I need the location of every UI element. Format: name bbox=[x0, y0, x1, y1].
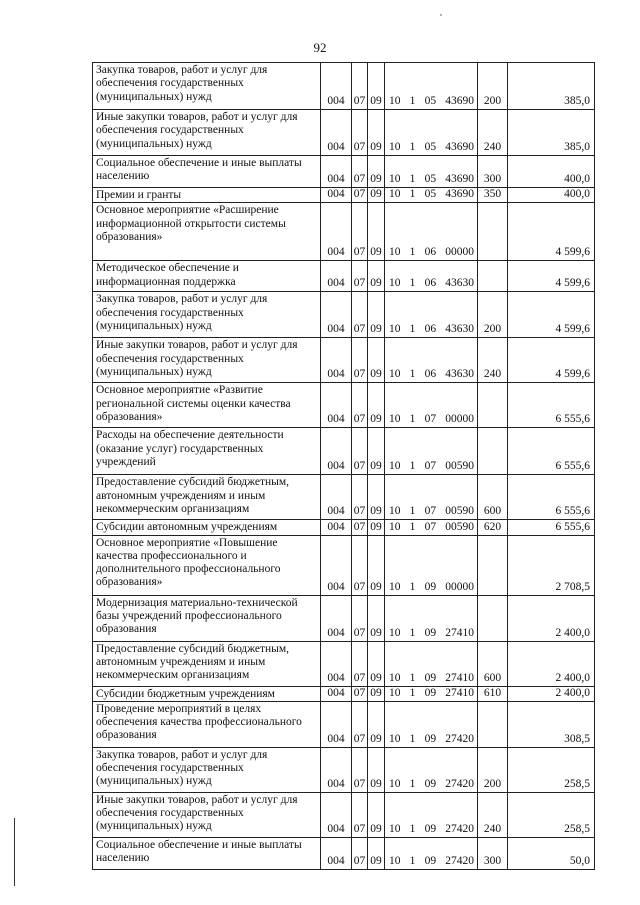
ministry-code: 004 bbox=[321, 747, 352, 792]
subsection-code: 09 bbox=[368, 261, 385, 292]
target-code-direction: 00590 bbox=[445, 505, 474, 518]
target-code-direction: 00590 bbox=[445, 460, 474, 473]
target-article-parts bbox=[385, 627, 477, 640]
target-code-sub: 1 bbox=[409, 671, 416, 684]
ministry-code: 004 bbox=[321, 261, 352, 292]
expense-type-code: 240 bbox=[478, 338, 508, 383]
table-row bbox=[93, 701, 595, 747]
expense-type-code: 240 bbox=[478, 792, 508, 837]
ministry-code: 004 bbox=[321, 595, 352, 641]
target-article-code bbox=[385, 188, 478, 203]
target-article-parts bbox=[385, 95, 477, 108]
ministry-code: 004 bbox=[321, 535, 352, 595]
target-article-parts bbox=[385, 687, 477, 700]
target-code-prog: 10 bbox=[389, 173, 401, 185]
target-article-parts bbox=[385, 173, 477, 186]
target-code-event: 06 bbox=[424, 323, 437, 336]
target-article-code bbox=[385, 383, 478, 428]
target-code-prog: 10 bbox=[389, 246, 401, 259]
subsection-code: 09 bbox=[368, 535, 385, 595]
expense-type-code: 350 bbox=[478, 188, 508, 203]
expense-type-code bbox=[478, 701, 508, 747]
target-article-parts bbox=[385, 277, 477, 290]
target-article-parts bbox=[385, 246, 477, 259]
target-code-direction: 43690 bbox=[445, 173, 474, 185]
target-code-sub: 1 bbox=[409, 188, 416, 201]
target-code-event: 09 bbox=[424, 626, 437, 639]
amount: 6 555,6 bbox=[508, 383, 595, 428]
expense-type-code bbox=[478, 535, 508, 595]
target-article-parts bbox=[385, 188, 477, 201]
ministry-code: 004 bbox=[321, 203, 352, 261]
subsection-code: 09 bbox=[368, 428, 385, 475]
row-description: Закупка товаров, работ и услуг для обеспечения государственных (муниципальных) нужд bbox=[93, 292, 321, 338]
section-code: 07 bbox=[352, 203, 368, 261]
subsection-code: 09 bbox=[368, 203, 385, 261]
ministry-code: 004 bbox=[321, 63, 352, 110]
target-code-event: 06 bbox=[424, 368, 437, 381]
target-code-direction: 27410 bbox=[445, 686, 474, 699]
table-row bbox=[93, 110, 595, 156]
target-code-prog: 10 bbox=[389, 95, 401, 107]
target-code-prog: 10 bbox=[389, 777, 401, 790]
row-description: Основное мероприятие «Развитие региональной системы оценки качества образования» bbox=[93, 383, 321, 428]
amount: 4 599,6 bbox=[508, 203, 595, 261]
section-code: 07 bbox=[352, 686, 368, 701]
expense-type-code bbox=[478, 428, 508, 475]
ministry-code: 004 bbox=[321, 383, 352, 428]
amount: 2 400,0 bbox=[508, 595, 595, 641]
ministry-code: 004 bbox=[321, 188, 352, 203]
target-code-prog: 10 bbox=[389, 671, 401, 684]
target-code-prog: 10 bbox=[389, 686, 401, 699]
ministry-code: 004 bbox=[321, 837, 352, 869]
target-code-prog: 10 bbox=[389, 188, 401, 201]
target-code-prog: 10 bbox=[389, 141, 401, 153]
section-code: 07 bbox=[352, 383, 368, 428]
target-code-direction: 43690 bbox=[445, 95, 474, 107]
table-row bbox=[93, 520, 595, 535]
target-code-direction: 43690 bbox=[445, 188, 474, 201]
target-article-code bbox=[385, 837, 478, 869]
expense-type-code bbox=[478, 595, 508, 641]
expense-type-code bbox=[478, 383, 508, 428]
target-article-code bbox=[385, 701, 478, 747]
amount: 6 555,6 bbox=[508, 475, 595, 520]
target-article-parts bbox=[385, 521, 477, 534]
target-article-code bbox=[385, 641, 478, 686]
table-row bbox=[93, 292, 595, 338]
row-description: Премии и гранты bbox=[93, 188, 321, 203]
target-article-parts bbox=[385, 855, 477, 868]
section-code: 07 bbox=[352, 110, 368, 156]
subsection-code: 09 bbox=[368, 188, 385, 203]
target-code-prog: 10 bbox=[389, 323, 401, 336]
ministry-code: 004 bbox=[321, 520, 352, 535]
table-row bbox=[93, 595, 595, 641]
amount: 258,5 bbox=[508, 747, 595, 792]
amount: 6 555,6 bbox=[508, 428, 595, 475]
ministry-code: 004 bbox=[321, 156, 352, 188]
target-code-prog: 10 bbox=[389, 732, 401, 745]
target-article-parts bbox=[385, 778, 477, 791]
amount: 400,0 bbox=[508, 188, 595, 203]
amount: 400,0 bbox=[508, 156, 595, 188]
target-code-sub: 1 bbox=[409, 732, 416, 745]
target-code-event: 05 bbox=[424, 141, 437, 153]
target-code-sub: 1 bbox=[409, 854, 416, 867]
row-description: Субсидии бюджетным учреждениям bbox=[93, 686, 321, 701]
target-article-code bbox=[385, 792, 478, 837]
target-code-direction: 00000 bbox=[445, 246, 474, 259]
subsection-code: 09 bbox=[368, 63, 385, 110]
section-code: 07 bbox=[352, 338, 368, 383]
target-code-event: 06 bbox=[424, 277, 437, 290]
row-description: Основное мероприятие «Расширение информационной открытости системы образования» bbox=[93, 203, 321, 261]
amount: 4 599,6 bbox=[508, 261, 595, 292]
target-code-sub: 1 bbox=[409, 141, 416, 153]
section-code: 07 bbox=[352, 428, 368, 475]
target-article-code bbox=[385, 428, 478, 475]
target-code-sub: 1 bbox=[409, 323, 416, 336]
amount: 2 708,5 bbox=[508, 535, 595, 595]
scan-artifact-line bbox=[14, 818, 15, 886]
target-article-parts bbox=[385, 672, 477, 685]
target-article-code bbox=[385, 595, 478, 641]
ministry-code: 004 bbox=[321, 701, 352, 747]
table-row bbox=[93, 535, 595, 595]
target-code-direction: 27420 bbox=[445, 822, 474, 835]
ministry-code: 004 bbox=[321, 686, 352, 701]
target-article-parts bbox=[385, 581, 477, 594]
row-description: Социальное обеспечение и иные выплаты населению bbox=[93, 156, 321, 188]
target-code-event: 07 bbox=[424, 520, 437, 533]
target-article-code bbox=[385, 63, 478, 110]
target-article-parts bbox=[385, 505, 477, 518]
target-code-event: 07 bbox=[424, 460, 437, 473]
section-code: 07 bbox=[352, 837, 368, 869]
amount: 6 555,6 bbox=[508, 520, 595, 535]
target-code-event: 09 bbox=[424, 671, 437, 684]
section-code: 07 bbox=[352, 701, 368, 747]
target-code-direction: 27420 bbox=[445, 732, 474, 745]
target-article-parts bbox=[385, 141, 477, 154]
target-code-sub: 1 bbox=[409, 95, 416, 107]
table-row bbox=[93, 475, 595, 520]
ministry-code: 004 bbox=[321, 428, 352, 475]
target-code-direction: 00000 bbox=[445, 580, 474, 593]
table-row bbox=[93, 203, 595, 261]
target-code-event: 07 bbox=[424, 505, 437, 518]
target-article-code bbox=[385, 203, 478, 261]
subsection-code: 09 bbox=[368, 520, 385, 535]
target-code-prog: 10 bbox=[389, 460, 401, 473]
page-number: 92 bbox=[313, 40, 327, 55]
subsection-code: 09 bbox=[368, 837, 385, 869]
table-row bbox=[93, 792, 595, 837]
table-row bbox=[93, 63, 595, 110]
target-code-prog: 10 bbox=[389, 822, 401, 835]
table-row bbox=[93, 837, 595, 869]
target-code-direction: 27410 bbox=[445, 671, 474, 684]
subsection-code: 09 bbox=[368, 338, 385, 383]
target-code-event: 09 bbox=[424, 580, 437, 593]
target-code-sub: 1 bbox=[409, 626, 416, 639]
target-code-event: 05 bbox=[424, 95, 437, 107]
expense-type-code: 200 bbox=[478, 292, 508, 338]
section-code: 07 bbox=[352, 261, 368, 292]
row-description: Субсидии автономным учреждениям bbox=[93, 520, 321, 535]
table-row bbox=[93, 686, 595, 701]
subsection-code: 09 bbox=[368, 792, 385, 837]
table-row bbox=[93, 188, 595, 203]
target-code-direction: 27410 bbox=[445, 626, 474, 639]
target-code-sub: 1 bbox=[409, 505, 416, 518]
ministry-code: 004 bbox=[321, 110, 352, 156]
ministry-code: 004 bbox=[321, 338, 352, 383]
amount: 385,0 bbox=[508, 63, 595, 110]
target-code-sub: 1 bbox=[409, 368, 416, 381]
subsection-code: 09 bbox=[368, 747, 385, 792]
section-code: 07 bbox=[352, 156, 368, 188]
section-code: 07 bbox=[352, 292, 368, 338]
amount: 2 400,0 bbox=[508, 686, 595, 701]
target-code-direction: 00590 bbox=[445, 520, 474, 533]
row-description: Иные закупки товаров, работ и услуг для обеспечения государственных (муниципальных) нужд bbox=[93, 338, 321, 383]
target-code-prog: 10 bbox=[389, 626, 401, 639]
budget-table bbox=[92, 62, 595, 870]
target-code-event: 09 bbox=[424, 822, 437, 835]
subsection-code: 09 bbox=[368, 110, 385, 156]
target-code-prog: 10 bbox=[389, 413, 401, 426]
target-code-event: 05 bbox=[424, 173, 437, 185]
row-description: Иные закупки товаров, работ и услуг для обеспечения государственных (муниципальных) нужд bbox=[93, 792, 321, 837]
ministry-code: 004 bbox=[321, 641, 352, 686]
expense-type-code: 300 bbox=[478, 156, 508, 188]
target-code-sub: 1 bbox=[409, 822, 416, 835]
target-code-sub: 1 bbox=[409, 520, 416, 533]
target-article-parts bbox=[385, 368, 477, 381]
target-code-direction: 27420 bbox=[445, 777, 474, 790]
table-row bbox=[93, 261, 595, 292]
target-article-code bbox=[385, 520, 478, 535]
row-description: Методическое обеспечение и информационная поддержка bbox=[93, 261, 321, 292]
target-code-direction: 00000 bbox=[445, 413, 474, 426]
expense-type-code: 300 bbox=[478, 837, 508, 869]
target-code-sub: 1 bbox=[409, 277, 416, 290]
target-code-sub: 1 bbox=[409, 173, 416, 185]
expense-type-code: 600 bbox=[478, 641, 508, 686]
target-article-code bbox=[385, 292, 478, 338]
target-code-event: 05 bbox=[424, 188, 437, 201]
section-code: 07 bbox=[352, 475, 368, 520]
target-article-code bbox=[385, 475, 478, 520]
row-description: Проведение мероприятий в целях обеспечения качества профессионального образования bbox=[93, 701, 321, 747]
expense-type-code: 610 bbox=[478, 686, 508, 701]
target-code-event: 09 bbox=[424, 854, 437, 867]
section-code: 07 bbox=[352, 641, 368, 686]
target-code-direction: 27420 bbox=[445, 854, 474, 867]
section-code: 07 bbox=[352, 188, 368, 203]
amount: 50,0 bbox=[508, 837, 595, 869]
target-code-event: 09 bbox=[424, 732, 437, 745]
target-article-code bbox=[385, 747, 478, 792]
section-code: 07 bbox=[352, 535, 368, 595]
expense-type-code bbox=[478, 203, 508, 261]
target-article-parts bbox=[385, 823, 477, 836]
target-code-prog: 10 bbox=[389, 520, 401, 533]
row-description: Расходы на обеспечение деятельности (оказание услуг) государственных учреждений bbox=[93, 428, 321, 475]
amount: 308,5 bbox=[508, 701, 595, 747]
section-code: 07 bbox=[352, 792, 368, 837]
section-code: 07 bbox=[352, 520, 368, 535]
table-row bbox=[93, 641, 595, 686]
row-description: Иные закупки товаров, работ и услуг для обеспечения государственных (муниципальных) нужд bbox=[93, 110, 321, 156]
amount: 4 599,6 bbox=[508, 338, 595, 383]
subsection-code: 09 bbox=[368, 595, 385, 641]
target-article-parts bbox=[385, 460, 477, 473]
section-code: 07 bbox=[352, 747, 368, 792]
target-code-sub: 1 bbox=[409, 580, 416, 593]
budget-table-container bbox=[92, 62, 595, 870]
target-code-prog: 10 bbox=[389, 505, 401, 518]
amount: 2 400,0 bbox=[508, 641, 595, 686]
amount: 4 599,6 bbox=[508, 292, 595, 338]
target-code-prog: 10 bbox=[389, 368, 401, 381]
target-code-sub: 1 bbox=[409, 413, 416, 426]
table-row bbox=[93, 338, 595, 383]
target-code-prog: 10 bbox=[389, 580, 401, 593]
table-row bbox=[93, 747, 595, 792]
row-description: Закупка товаров, работ и услуг для обеспечения государственных (муниципальных) нужд bbox=[93, 747, 321, 792]
row-description: Предоставление субсидий бюджетным, автономным учреждениям и иным некоммерческим организациям bbox=[93, 641, 321, 686]
target-article-parts bbox=[385, 413, 477, 426]
expense-type-code: 240 bbox=[478, 110, 508, 156]
row-description: Основное мероприятие «Повышение качества профессионального и дополнительного профессионального образования» bbox=[93, 535, 321, 595]
ministry-code: 004 bbox=[321, 292, 352, 338]
row-description: Предоставление субсидий бюджетным, автономным учреждениям и иным некоммерческим организациям bbox=[93, 475, 321, 520]
expense-type-code: 200 bbox=[478, 747, 508, 792]
target-code-direction: 43630 bbox=[445, 277, 474, 290]
target-article-code bbox=[385, 535, 478, 595]
amount: 385,0 bbox=[508, 110, 595, 156]
section-code: 07 bbox=[352, 595, 368, 641]
target-code-direction: 43630 bbox=[445, 368, 474, 381]
target-article-code bbox=[385, 261, 478, 292]
row-description: Закупка товаров, работ и услуг для обеспечения государственных (муниципальных) нужд bbox=[93, 63, 321, 110]
subsection-code: 09 bbox=[368, 641, 385, 686]
row-description: Социальное обеспечение и иные выплаты населению bbox=[93, 837, 321, 869]
target-code-sub: 1 bbox=[409, 460, 416, 473]
target-article-code bbox=[385, 686, 478, 701]
subsection-code: 09 bbox=[368, 156, 385, 188]
section-code: 07 bbox=[352, 63, 368, 110]
row-description: Модернизация материально-технической базы учреждений профессионального образования bbox=[93, 595, 321, 641]
ministry-code: 004 bbox=[321, 792, 352, 837]
table-row bbox=[93, 428, 595, 475]
target-code-event: 09 bbox=[424, 777, 437, 790]
table-row bbox=[93, 156, 595, 188]
target-code-event: 06 bbox=[424, 246, 437, 259]
target-code-sub: 1 bbox=[409, 777, 416, 790]
target-article-code bbox=[385, 110, 478, 156]
expense-type-code: 600 bbox=[478, 475, 508, 520]
target-code-event: 07 bbox=[424, 413, 437, 426]
amount: 258,5 bbox=[508, 792, 595, 837]
subsection-code: 09 bbox=[368, 686, 385, 701]
expense-type-code: 620 bbox=[478, 520, 508, 535]
budget-table-body bbox=[93, 63, 595, 870]
subsection-code: 09 bbox=[368, 701, 385, 747]
expense-type-code: 200 bbox=[478, 63, 508, 110]
scan-artifact-dot bbox=[440, 14, 442, 16]
subsection-code: 09 bbox=[368, 475, 385, 520]
target-code-event: 09 bbox=[424, 686, 437, 699]
target-code-direction: 43630 bbox=[445, 323, 474, 336]
target-code-direction: 43690 bbox=[445, 141, 474, 153]
target-code-sub: 1 bbox=[409, 686, 416, 699]
target-article-parts bbox=[385, 733, 477, 746]
target-article-code bbox=[385, 156, 478, 188]
target-article-code bbox=[385, 338, 478, 383]
target-code-prog: 10 bbox=[389, 854, 401, 867]
subsection-code: 09 bbox=[368, 383, 385, 428]
ministry-code: 004 bbox=[321, 475, 352, 520]
table-row bbox=[93, 383, 595, 428]
target-code-prog: 10 bbox=[389, 277, 401, 290]
subsection-code: 09 bbox=[368, 292, 385, 338]
target-code-sub: 1 bbox=[409, 246, 416, 259]
target-article-parts bbox=[385, 323, 477, 336]
expense-type-code bbox=[478, 261, 508, 292]
